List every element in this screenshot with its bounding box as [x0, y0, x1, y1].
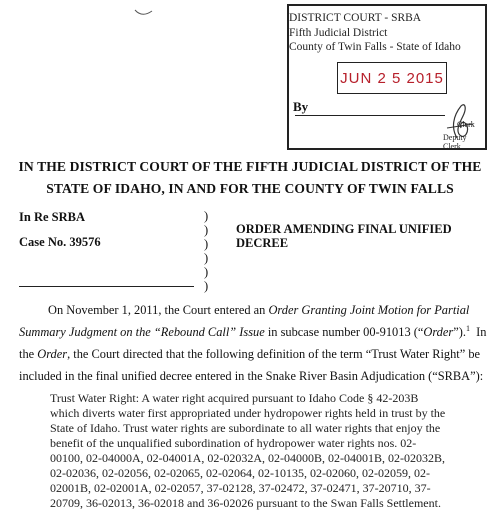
stamp-by-label: By [293, 99, 309, 114]
stamp-date: JUN 2 5 2015 [340, 70, 444, 87]
stamp-county-line: County of Twin Falls - State of Idaho [289, 41, 461, 53]
caption-paren: ) [204, 265, 209, 279]
body-text: in subcase number 00-91013 (“ [264, 325, 424, 339]
caption-paren: ) [204, 251, 209, 265]
body-paragraph-line-1 [48, 303, 469, 318]
definition-line-1: Trust Water Right: A water right acquired pursuant to Idaho Code § 42-203B [50, 391, 419, 405]
body-text: the [19, 347, 38, 361]
order-title-reference: Summary Judgment on the “Rebound Call” Issue [19, 325, 265, 339]
definition-line-6: 02-02036, 02-02056, 02-02065, 02-02064, 02-10135, 02-02060, 02-02059, 02- [50, 466, 430, 480]
stamp-clerk-label: Clerk [457, 120, 475, 129]
footnote-marker: 1 [465, 323, 470, 333]
court-heading-line-1: IN THE DISTRICT COURT OF THE FIFTH JUDICIAL DISTRICT OF THE [18, 159, 482, 174]
order-title-line-1: ORDER AMENDING FINAL UNIFIED [236, 222, 452, 236]
stamp-deputy-clerk-label: Deputy Clerk [443, 133, 467, 151]
order-title-reference: Order Granting Joint Motion for Partial [268, 303, 470, 317]
caption-paren: ) [204, 237, 209, 251]
body-text: In [469, 325, 487, 339]
stamp-signature-line [295, 115, 445, 116]
filing-stamp [287, 4, 487, 150]
body-paragraph-line-3 [19, 347, 480, 362]
definition-line-5: 00100, 02-04000A, 02-04001A, 02-02032A, 02-04000B, 02-04001B, 02-02032B, [50, 451, 445, 465]
definition-line-3: State of Idaho. Trust water rights are subordinate to all water rights that enjoy the [50, 421, 441, 435]
body-paragraph-line-2 [19, 325, 486, 340]
body-paragraph-line-4: included in the final unified decree entered in the Snake River Basin Adjudication (“SRBA”): [19, 369, 484, 383]
definition-line-2: which diverts water first appropriated under hydropower rights held in trust by the [50, 406, 446, 420]
body-text: , the Court directed that the following definition of the term “Trust Water Right” be [67, 347, 481, 361]
definition-line-8: 20709, 36-02013, 36-02018 and 36-02026 pursuant to the Swan Falls Settlement. [50, 496, 441, 510]
court-heading-line-2: STATE OF IDAHO, IN AND FOR THE COUNTY OF TWIN FALLS [46, 181, 454, 196]
stamp-district-line: Fifth Judicial District [289, 27, 388, 39]
body-text: ”). [453, 325, 466, 339]
order-title-line-2: DECREE [236, 236, 289, 250]
definition-line-4: benefit of the unqualified subordination of hydropower water rights nos. 02- [50, 436, 417, 450]
body-text: On November 1, 2011, the Court entered an [48, 303, 269, 317]
caption-rule [19, 286, 194, 287]
caption-paren: ) [204, 223, 209, 237]
stray-mark [134, 8, 154, 18]
in-re-label: In Re SRBA [19, 210, 85, 224]
caption-paren: ) [204, 279, 209, 293]
stamp-date-box [337, 62, 447, 94]
caption-paren: ) [204, 209, 209, 223]
order-short-name: Order [423, 325, 454, 339]
definition-line-7: 02001B, 02-02001A, 02-02057, 37-02128, 37-02472, 37-02471, 37-20710, 37- [50, 481, 431, 495]
case-number: Case No. 39576 [19, 235, 101, 249]
order-short-name: Order [37, 347, 68, 361]
stamp-court-line: DISTRICT COURT - SRBA [289, 12, 422, 24]
